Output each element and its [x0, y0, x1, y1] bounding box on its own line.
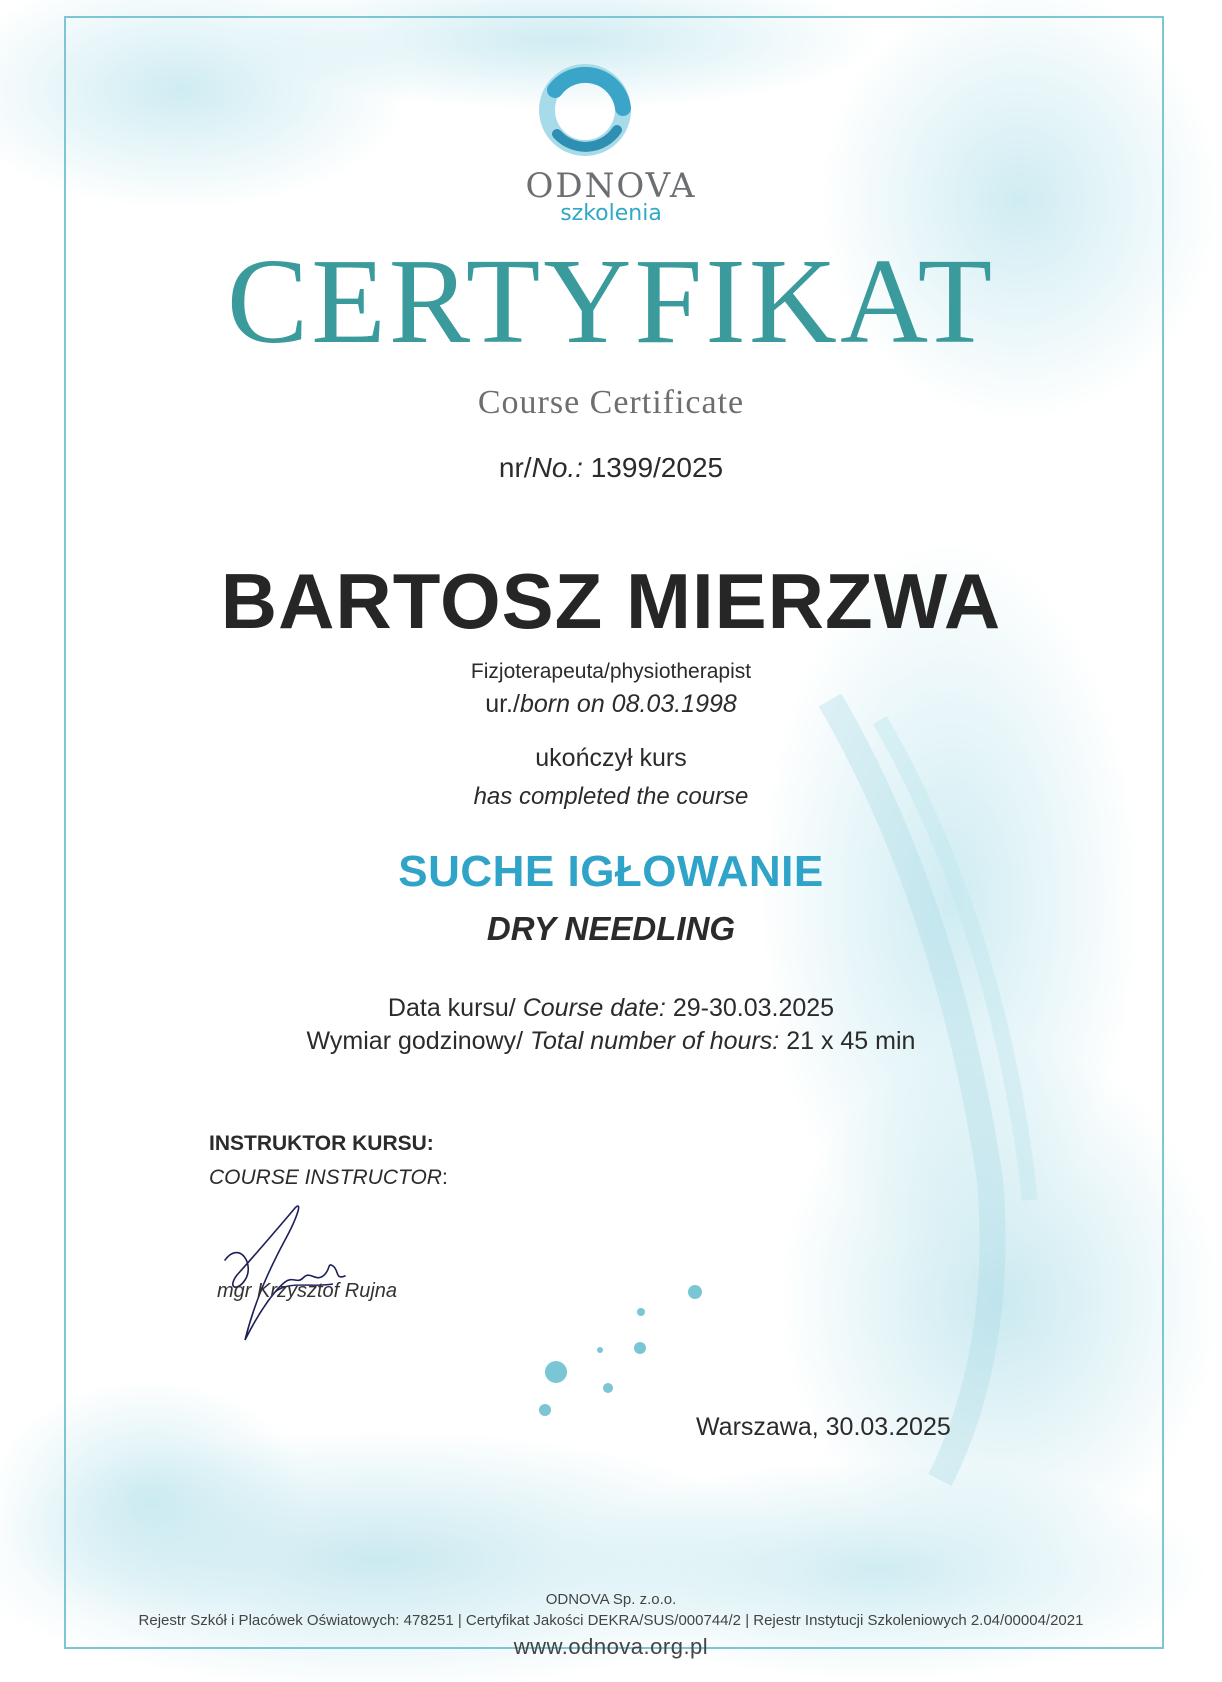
recipient-profession: Fizjoterapeuta/physiotherapist: [470, 660, 752, 683]
instructor-label-colon: :: [441, 1166, 448, 1189]
brand-subtitle: szkolenia: [560, 201, 662, 226]
footer-website-link[interactable]: www.odnova.org.pl: [513, 1634, 709, 1659]
certificate-title: CERTYFIKAT: [226, 234, 996, 369]
number-value: 1399/2025: [590, 452, 724, 483]
signature-icon: [215, 1200, 415, 1350]
course-date: [0, 994, 1222, 1023]
brand-name: ODNOVA: [525, 166, 697, 206]
instructor-label-pl: INSTRUKTOR KURSU:: [209, 1132, 434, 1155]
instructor-label-en-text: COURSE INSTRUCTOR: [209, 1166, 442, 1189]
completion-text-en: has completed the course: [473, 783, 749, 810]
instructor-name: mgr Krzysztof Rujna: [217, 1280, 398, 1302]
hours-label-pl: Wymiar godzinowy/: [306, 1027, 524, 1055]
completion-text-pl: ukończył kurs: [535, 744, 687, 772]
certificate-number: [0, 452, 1222, 484]
recipient-birthdate: [0, 690, 1222, 719]
instructor-label-en: [209, 1166, 448, 1190]
date-label-pl: Data kursu/: [387, 994, 516, 1022]
born-label-pl: ur./: [485, 690, 520, 718]
date-label-en: Course date:: [522, 994, 666, 1022]
date-value: 29-30.03.2025: [672, 994, 835, 1022]
recipient-name: BARTOSZ MIERZWA: [220, 557, 1002, 645]
hours-label-en: Total number of hours:: [530, 1027, 780, 1055]
certificate-subtitle: Course Certificate: [477, 384, 745, 421]
number-label-pl: nr/: [498, 452, 532, 483]
course-hours: [0, 1027, 1222, 1056]
footer-company: ODNOVA Sp. z.o.o.: [545, 1591, 677, 1608]
number-label-en: No.:: [531, 452, 583, 483]
course-name-en: DRY NEEDLING: [486, 910, 736, 947]
hours-value: 21 x 45 min: [786, 1027, 916, 1055]
odnova-logo-icon: [535, 60, 635, 160]
born-label-en: born on 08.03.1998: [519, 690, 737, 718]
footer-registry: Rejestr Szkół i Placówek Oświatowych: 478251 | Certyfikat Jakości DEKRA/SUS/000744/2 | Rejestr Instytucji Szkoleniowych 2.04/00004/2021: [138, 1612, 1084, 1629]
course-name-pl: SUCHE IGŁOWANIE: [398, 847, 824, 896]
place-and-date: Warszawa, 30.03.2025: [696, 1413, 951, 1441]
